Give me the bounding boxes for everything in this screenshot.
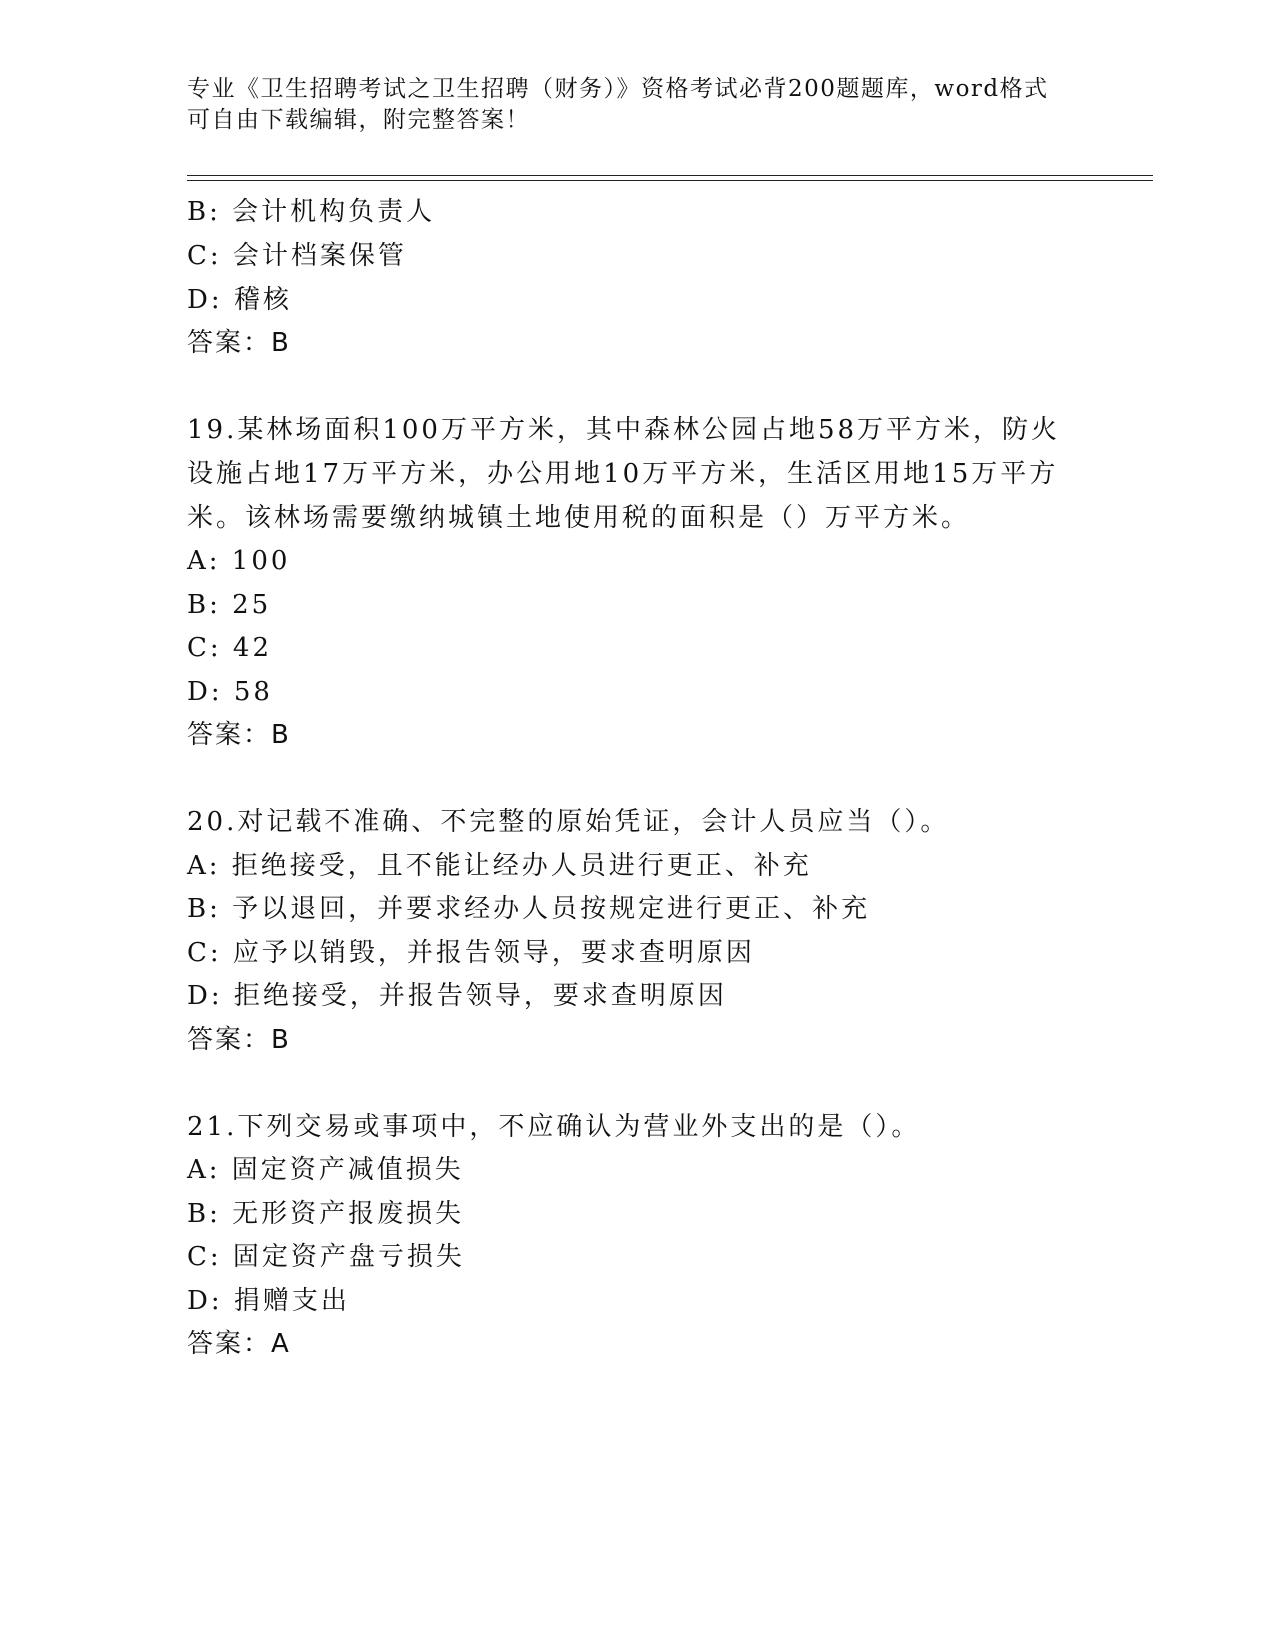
header-rule-bottom	[187, 180, 1153, 181]
question-19-option-c: C: 42	[187, 633, 273, 663]
question-21-option-d: D: 捐赠支出	[187, 1286, 350, 1316]
question-19-option-d: D: 58	[187, 677, 273, 707]
header-rule-top	[187, 175, 1153, 176]
answer-label: 答案：B	[187, 328, 291, 358]
option-c: C: 会计档案保管	[187, 241, 407, 271]
question-19-option-a: A: 100	[187, 546, 291, 576]
option-d: D: 稽核	[187, 285, 292, 315]
question-20-option-d: D: 拒绝接受，并报告领导，要求查明原因	[187, 981, 727, 1011]
question-21-option-a: A: 固定资产减值损失	[187, 1155, 464, 1185]
question-20-text: 20.对记载不准确、不完整的原始凭证，会计人员应当（）。	[187, 807, 950, 837]
question-19-text-line-2: 设施占地17万平方米，办公用地10万平方米，生活区用地15万平方	[187, 459, 1059, 489]
question-19-option-b: B: 25	[187, 590, 272, 620]
question-19-answer: 答案：B	[187, 720, 291, 750]
question-21-text: 21.下列交易或事项中，不应确认为营业外支出的是（）。	[187, 1112, 921, 1142]
question-20-option-a: A: 拒绝接受，且不能让经办人员进行更正、补充	[187, 851, 812, 881]
question-21-option-c: C: 固定资产盘亏损失	[187, 1242, 465, 1272]
question-19-text-line-1: 19.某林场面积100万平方米，其中森林公园占地58万平方米，防火	[187, 415, 1061, 445]
question-21-option-b: B: 无形资产报废损失	[187, 1199, 465, 1229]
question-20-option-c: C: 应予以销毁，并报告领导，要求查明原因	[187, 938, 755, 968]
question-21-answer: 答案：A	[187, 1329, 291, 1359]
question-20-answer: 答案：B	[187, 1025, 291, 1055]
question-19-text-line-3: 米。该林场需要缴纳城镇土地使用税的面积是（）万平方米。	[187, 503, 971, 533]
question-20-option-b: B: 予以退回，并要求经办人员按规定进行更正、补充	[187, 894, 871, 924]
document-header-line-1: 专业《卫生招聘考试之卫生招聘（财务）》资格考试必背200题题库，word格式	[187, 76, 1049, 102]
document-header-line-2: 可自由下载编辑，附完整答案！	[187, 107, 530, 133]
option-b: B: 会计机构负责人	[187, 197, 436, 227]
